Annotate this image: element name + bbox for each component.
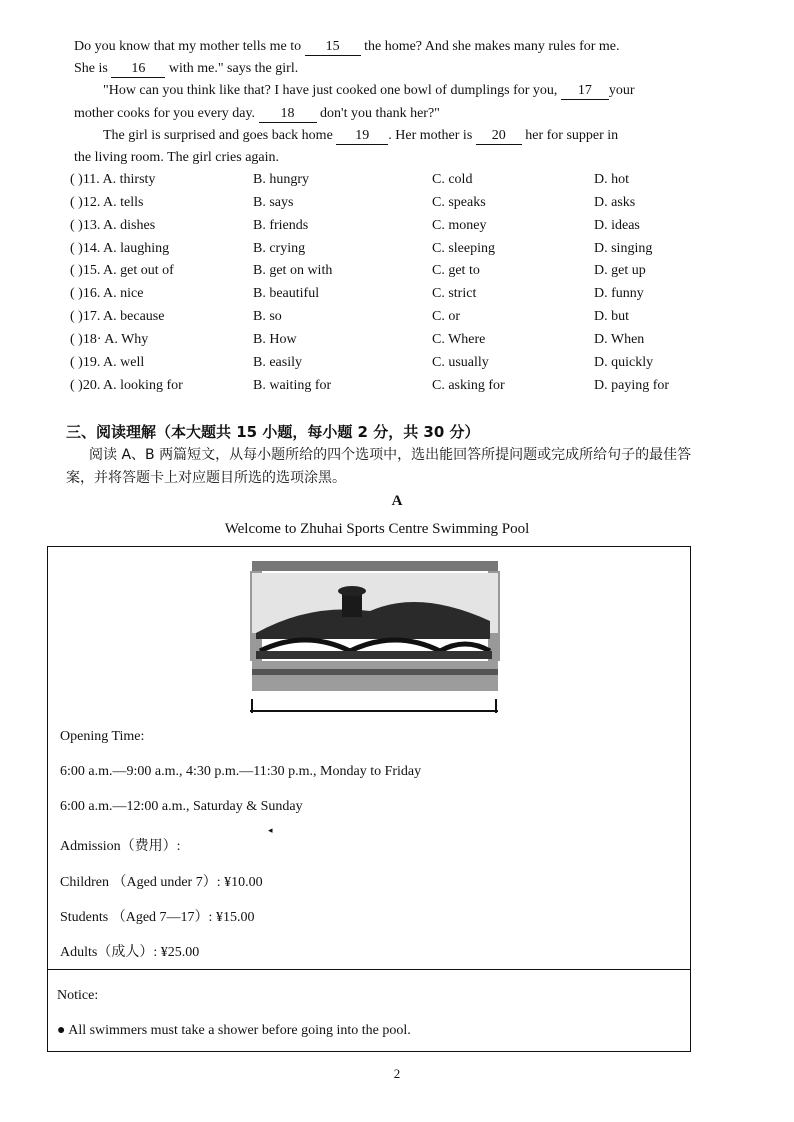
notice-item xyxy=(57,1023,411,1039)
option-a: ( )12. A. tells xyxy=(70,195,144,210)
option-row-11 xyxy=(70,172,710,194)
option-c: C. sleeping xyxy=(432,241,495,256)
passage-text: . Her mother is xyxy=(388,128,473,143)
passage-text: the home? And she makes many rules for me. xyxy=(364,39,620,54)
option-b: B. get on with xyxy=(253,263,333,278)
passage-text: her for supper in xyxy=(525,128,619,143)
option-row-18 xyxy=(70,332,710,354)
option-a: ( )13. A. dishes xyxy=(70,218,156,233)
blank-19: 19 xyxy=(336,128,388,145)
option-c: C. Where xyxy=(432,332,486,347)
option-b: B. waiting for xyxy=(253,378,332,393)
weekday-hours: 6:00 a.m.—9:00 a.m., 4:30 p.m.—11:30 p.m., Monday to Friday xyxy=(60,764,422,779)
passage-letter: A xyxy=(391,493,403,509)
option-d: D. funny xyxy=(594,286,644,301)
passage-text: She is xyxy=(74,61,108,76)
option-row-19 xyxy=(70,355,710,377)
passage-line-2 xyxy=(74,58,694,80)
passage-text: "How can you think like that? I have just cooked one bowl of dumplings for you, xyxy=(103,83,558,98)
students-price: Students （Aged 7—17）: ¥15.00 xyxy=(60,910,255,925)
option-row-13 xyxy=(70,218,710,240)
notice-box xyxy=(47,546,691,1052)
passage-line-4 xyxy=(74,103,694,125)
page-number: 2 xyxy=(393,1066,401,1081)
option-a: ( )17. A. because xyxy=(70,309,165,324)
option-d: D. When xyxy=(594,332,645,347)
passage-line-5 xyxy=(103,125,703,147)
option-b: B. says xyxy=(253,195,294,210)
bullet-icon: ● xyxy=(57,1023,66,1038)
option-a: ( )20. A. looking for xyxy=(70,378,183,393)
stadium-photo xyxy=(250,559,500,714)
option-b: B. beautiful xyxy=(253,286,320,301)
children-price: Children （Aged under 7）: ¥10.00 xyxy=(60,875,263,890)
option-a: ( )11. A. thirsty xyxy=(70,172,156,187)
option-c: C. money xyxy=(432,218,487,233)
option-b: B. How xyxy=(253,332,297,347)
notice-label: Notice: xyxy=(57,988,99,1003)
notice-item-text: All swimmers must take a shower before going into the pool. xyxy=(68,1023,411,1038)
option-d: D. but xyxy=(594,309,629,324)
option-b: B. crying xyxy=(253,241,306,256)
option-d: D. ideas xyxy=(594,218,640,233)
adults-price: Adults（成人）: ¥25.00 xyxy=(60,945,200,960)
box-divider xyxy=(48,969,690,970)
option-a: ( )15. A. get out of xyxy=(70,263,174,278)
option-c: C. speaks xyxy=(432,195,486,210)
option-a: ( )14. A. laughing xyxy=(70,241,170,256)
option-c: C. or xyxy=(432,309,460,324)
blank-16: 16 xyxy=(111,61,165,78)
option-c: C. asking for xyxy=(432,378,505,393)
passage-text: don't you thank her?" xyxy=(320,106,440,121)
section-heading: 三、阅读理解（本大题共 15 小题，每小题 2 分，共 30 分） xyxy=(66,423,480,441)
section-instruction: 阅读 A、B 两篇短文，从每小题所给的四个选项中，选出能回答所提问题或完成所给句子的最佳答案，并将答题卡上对应题目所选的选项涂黑。 xyxy=(66,447,692,486)
blank-15: 15 xyxy=(305,39,361,56)
blank-18: 18 xyxy=(259,106,317,123)
admission-label: Admission（费用）: xyxy=(60,839,181,854)
option-b: B. easily xyxy=(253,355,302,370)
option-d: D. paying for xyxy=(594,378,670,393)
option-d: D. get up xyxy=(594,263,646,278)
option-c: C. strict xyxy=(432,286,477,301)
option-c: C. get to xyxy=(432,263,480,278)
blank-20: 20 xyxy=(476,128,522,145)
option-row-20 xyxy=(70,378,710,400)
option-a: ( )19. A. well xyxy=(70,355,145,370)
option-d: D. hot xyxy=(594,172,629,187)
passage-text: Do you know that my mother tells me to xyxy=(74,39,302,54)
option-row-12 xyxy=(70,195,710,217)
option-row-14 xyxy=(70,241,710,263)
opening-time-label: Opening Time: xyxy=(60,729,145,744)
option-d: D. asks xyxy=(594,195,636,210)
option-b: B. so xyxy=(253,309,282,324)
stray-mark: ◂ xyxy=(268,825,273,835)
passage-text: The girl is surprised and goes back home xyxy=(103,128,333,143)
option-d: D. quickly xyxy=(594,355,654,370)
passage-line-6 xyxy=(74,147,694,169)
blank-17: 17 xyxy=(561,83,609,100)
option-row-15 xyxy=(70,263,710,285)
passage-text: mother cooks for you every day. xyxy=(74,106,256,121)
option-row-17 xyxy=(70,309,710,331)
passage-text: with me." says the girl. xyxy=(168,61,299,76)
option-d: D. singing xyxy=(594,241,653,256)
option-a: ( )16. A. nice xyxy=(70,286,144,301)
notice-title: Welcome to Zhuhai Sports Centre Swimming Pool xyxy=(224,521,530,537)
passage-line-1 xyxy=(74,36,694,58)
option-b: B. hungry xyxy=(253,172,309,187)
option-b: B. friends xyxy=(253,218,309,233)
passage-text: the living room. The girl cries again. xyxy=(74,150,280,165)
option-c: C. usually xyxy=(432,355,489,370)
passage-line-3 xyxy=(103,80,703,102)
passage-text: your xyxy=(608,83,635,98)
option-c: C. cold xyxy=(432,172,473,187)
weekend-hours: 6:00 a.m.—12:00 a.m., Saturday & Sunday xyxy=(60,799,303,814)
option-a: ( )18· A. Why xyxy=(70,332,149,347)
option-row-16 xyxy=(70,286,710,308)
